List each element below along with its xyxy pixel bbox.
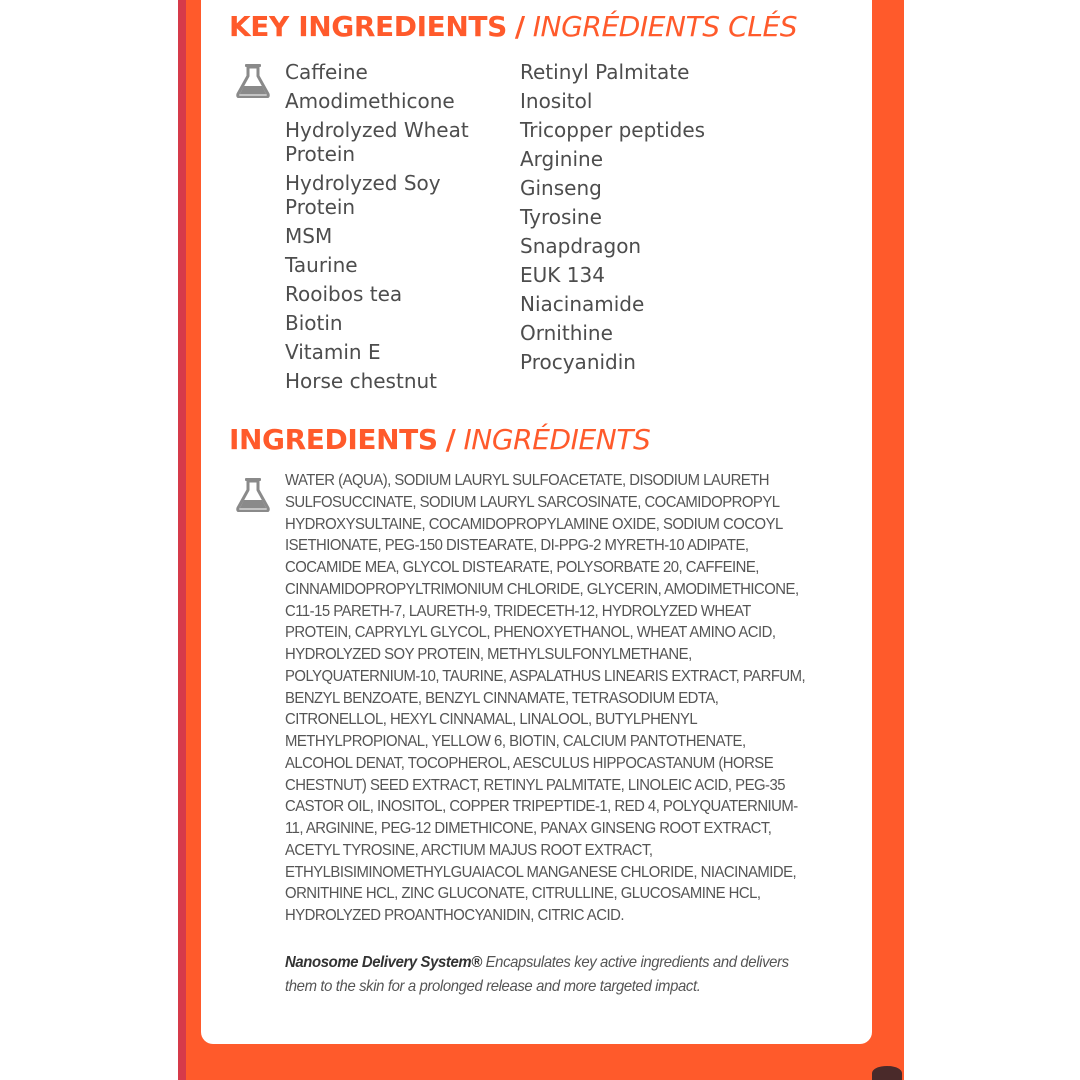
key-ingredient-item: Arginine — [520, 147, 604, 171]
flask-icon — [236, 476, 270, 512]
delivery-system-label: Nanosome Delivery System® — [285, 954, 482, 971]
ingredients-title-en: INGREDIENTS — [229, 423, 438, 456]
key-ingredients-heading — [229, 10, 797, 44]
key-ingredient-item: Ornithine — [520, 321, 613, 345]
heading-separator: / — [514, 10, 525, 43]
delivery-system-note — [285, 951, 801, 999]
key-ingredient-item: Niacinamide — [520, 292, 645, 316]
key-ingredient-item: EUK 134 — [520, 263, 605, 287]
key-ingredient-item: MSM — [285, 224, 333, 248]
key-ingredient-item: Procyanidin — [520, 350, 636, 374]
key-ingredient-item: Horse chestnut — [285, 369, 438, 393]
key-ingredient-item: Hydrolyzed Soy Protein — [285, 171, 441, 219]
key-ingredient-item: Tricopper peptides — [520, 118, 706, 142]
key-ingredient-item: Ginseng — [520, 176, 602, 200]
corner-shadow — [872, 1066, 902, 1080]
flask-icon — [236, 62, 270, 98]
key-ingredient-item: Snapdragon — [520, 234, 642, 258]
key-ingredient-item: Biotin — [285, 311, 343, 335]
key-ingredients-title-en: KEY INGREDIENTS — [229, 10, 507, 43]
key-ingredient-item: Inositol — [520, 89, 593, 113]
delivery-system-description: Encapsulates key active ingredients and delivers them to the skin for a prolonged release and more targeted impact. — [285, 954, 789, 995]
key-ingredients-title-fr: INGRÉDIENTS CLÉS — [532, 10, 798, 43]
key-ingredient-item: Vitamin E — [285, 340, 381, 364]
key-ingredient-item: Rooibos tea — [285, 282, 403, 306]
key-ingredient-item: Amodimethicone — [285, 89, 455, 113]
ingredients-heading — [229, 423, 650, 457]
package-edge-stripe — [178, 0, 186, 1080]
key-ingredient-item: Taurine — [285, 253, 358, 277]
key-ingredient-item: Hydrolyzed Wheat Protein — [285, 118, 469, 166]
key-ingredient-item: Tyrosine — [520, 205, 602, 229]
ingredients-list: WATER (AQUA), SODIUM LAURYL SULFOACETATE, DISODIUM LAURETH SULFOSUCCINATE, SODIUM LAURYL SARCOSINATE, COCAMIDOPROPYL HYDROXYSULTAINE, COCAMIDOPROPYLAMINE OXIDE, SODIUM COCOYL ISETHIONATE, PEG-150 DISTEARATE, DI-PPG-2 MYRETH-10 ADIPATE, COCAMIDE MEA, GLYCOL DISTEARATE, POLYSORBATE 20, CAFFEINE, CINNAMIDOPROPYLTRIMONIUM CHLORIDE, GLYCERIN, AMODIMETHICONE, C11-15 PARETH-7, LAURETH-9, TRIDECETH-12, HYDROLYZED WHEAT PROTEIN, CAPRYLYL GLYCOL, PHENOXYETHANOL, WHEAT AMINO ACID, HYDROLYZED SOY PROTEIN, METHYLSULFONYLMETHANE, POLYQUATERNIUM-10, TAURINE, ASPALATHUS LINEARIS EXTRACT, PARFUM, BENZYL BENZOATE, BENZYL CINNAMATE, TETRASODIUM EDTA, CITRONELLOL, HEXYL CINNAMAL, LINALOOL, BUTYLPHENYL METHYLPROPIONAL, YELLOW 6, BIOTIN, CALCIUM PANTOTHENATE, ALCOHOL DENAT, TOCOPHEROL, AESCULUS HIPPOCASTANUM (HORSE CHESTNUT) SEED EXTRACT, RETINYL PALMITATE, LINOLEIC ACID, PEG-35 CASTOR OIL, INOSITOL, COPPER TRIPEPTIDE-1, RED 4, POLYQUATERNIUM-11, ARGININE, PEG-12 DIMETHICONE, PANAX GINSENG ROOT EXTRACT, ACETYL TYROSINE, ARCTIUM MAJUS ROOT EXTRACT, ETHYLBISIMINOMETHYLGUAIACOL MANGANESE CHLORIDE, NIACINAMIDE, ORNITHINE HCL, ZINC GLUCONATE, CITRULLINE, GLUCOSAMINE HCL, HYDROLYZED PROANTHOCYANIDIN, CITRIC ACID. — [285, 472, 806, 924]
heading-separator: / — [445, 423, 456, 456]
key-ingredient-item: Caffeine — [285, 60, 368, 84]
key-ingredients-left-column — [285, 60, 500, 398]
ingredients-title-fr: INGRÉDIENTS — [463, 423, 651, 456]
key-ingredient-item: Retinyl Palmitate — [520, 60, 690, 84]
key-ingredients-right-column — [520, 60, 820, 379]
